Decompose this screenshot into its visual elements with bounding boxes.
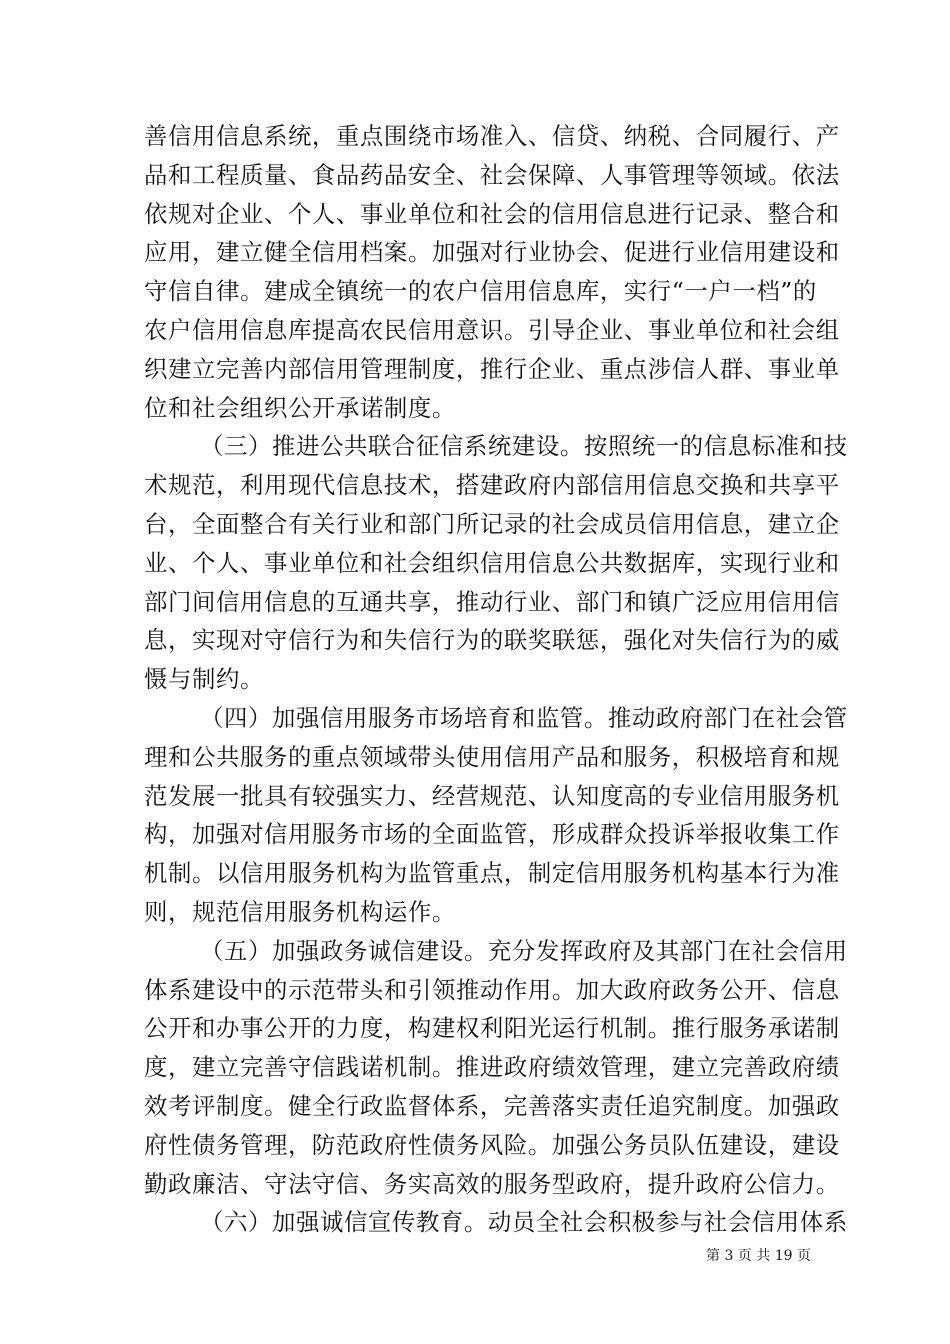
text-line: 度，建立完善守信践诺机制。推进政府绩效管理，建立完善政府绩 [144,1053,840,1082]
text-line: 应用，建立健全信用档案。加强对行业协会、促进行业信用建设和 [144,238,840,267]
text-line: 勤政廉洁、守法守信、务实高效的服务型政府，提升政府公信力。 [144,1169,840,1198]
text-line: 息，实现对守信行为和失信行为的联奖联惩，强化对失信行为的威 [144,626,840,655]
text-line: 位和社会组织公开承诺制度。 [144,393,456,422]
page-number-footer: 第 3 页 共 19 页 [706,1248,811,1264]
text-line: 善信用信息系统，重点围绕市场准入、信贷、纳税、合同履行、产 [144,122,840,150]
text-line: 府性债务管理，防范政府性债务风险。加强公务员队伍建设，建设 [144,1130,840,1159]
text-line: 依规对企业、个人、事业单位和社会的信用信息进行记录、整合和 [144,199,840,228]
text-line: 织建立完善内部信用管理制度，推行企业、重点涉信人群、事业单 [144,354,840,383]
body-text [144,117,848,1242]
text-line: 守信自律。建成全镇统一的农户信用信息库，实行“一户一档”的 [144,277,817,306]
text-line: 理和公共服务的重点领域带头使用信用产品和服务，积极培育和规 [144,742,840,771]
text-line: 慑与制约。 [144,665,264,694]
text-line: 公开和办事公开的力度，构建权利阳光运行机制。推行服务承诺制 [144,1014,840,1043]
paragraph-heading-line: （五）加强政务诚信建设。充分发挥政府及其部门在社会信用 [200,936,848,965]
paragraph-heading-line: （四）加强信用服务市场培育和监管。推动政府部门在社会管 [200,703,848,732]
text-line: 效考评制度。健全行政监督体系，完善落实责任追究制度。加强政 [144,1091,840,1120]
text-line: 品和工程质量、食品药品安全、社会保障、人事管理等领域。依法 [144,160,840,189]
text-line: 术规范，利用现代信息技术，搭建政府内部信用信息交换和共享平 [144,471,840,500]
text-line: 机制。以信用服务机构为监管重点，制定信用服务机构基本行为准 [144,859,840,888]
text-line: 构，加强对信用服务市场的全面监管，形成群众投诉举报收集工作 [144,820,840,849]
paragraph-heading-line: （六）加强诚信宣传教育。动员全社会积极参与社会信用体系 [200,1208,848,1237]
text-line: 台，全面整合有关行业和部门所记录的社会成员信用信息，建立企 [144,509,840,538]
text-line: 部门间信用信息的互通共享，推动行业、部门和镇广泛应用信用信 [144,587,840,616]
text-line: 农户信用信息库提高农民信用意识。引导企业、事业单位和社会组 [144,315,840,344]
text-line: 范发展一批具有较强实力、经营规范、认知度高的专业信用服务机 [144,781,840,810]
text-line: 业、个人、事业单位和社会组织信用信息公共数据库，实现行业和 [144,548,840,577]
text-line: 则，规范信用服务机构运作。 [144,897,456,926]
paragraph-heading-line: （三）推进公共联合征信系统建设。按照统一的信息标准和技 [200,432,848,461]
text-line: 体系建设中的示范带头和引领推动作用。加大政府政务公开、信息 [144,975,840,1004]
